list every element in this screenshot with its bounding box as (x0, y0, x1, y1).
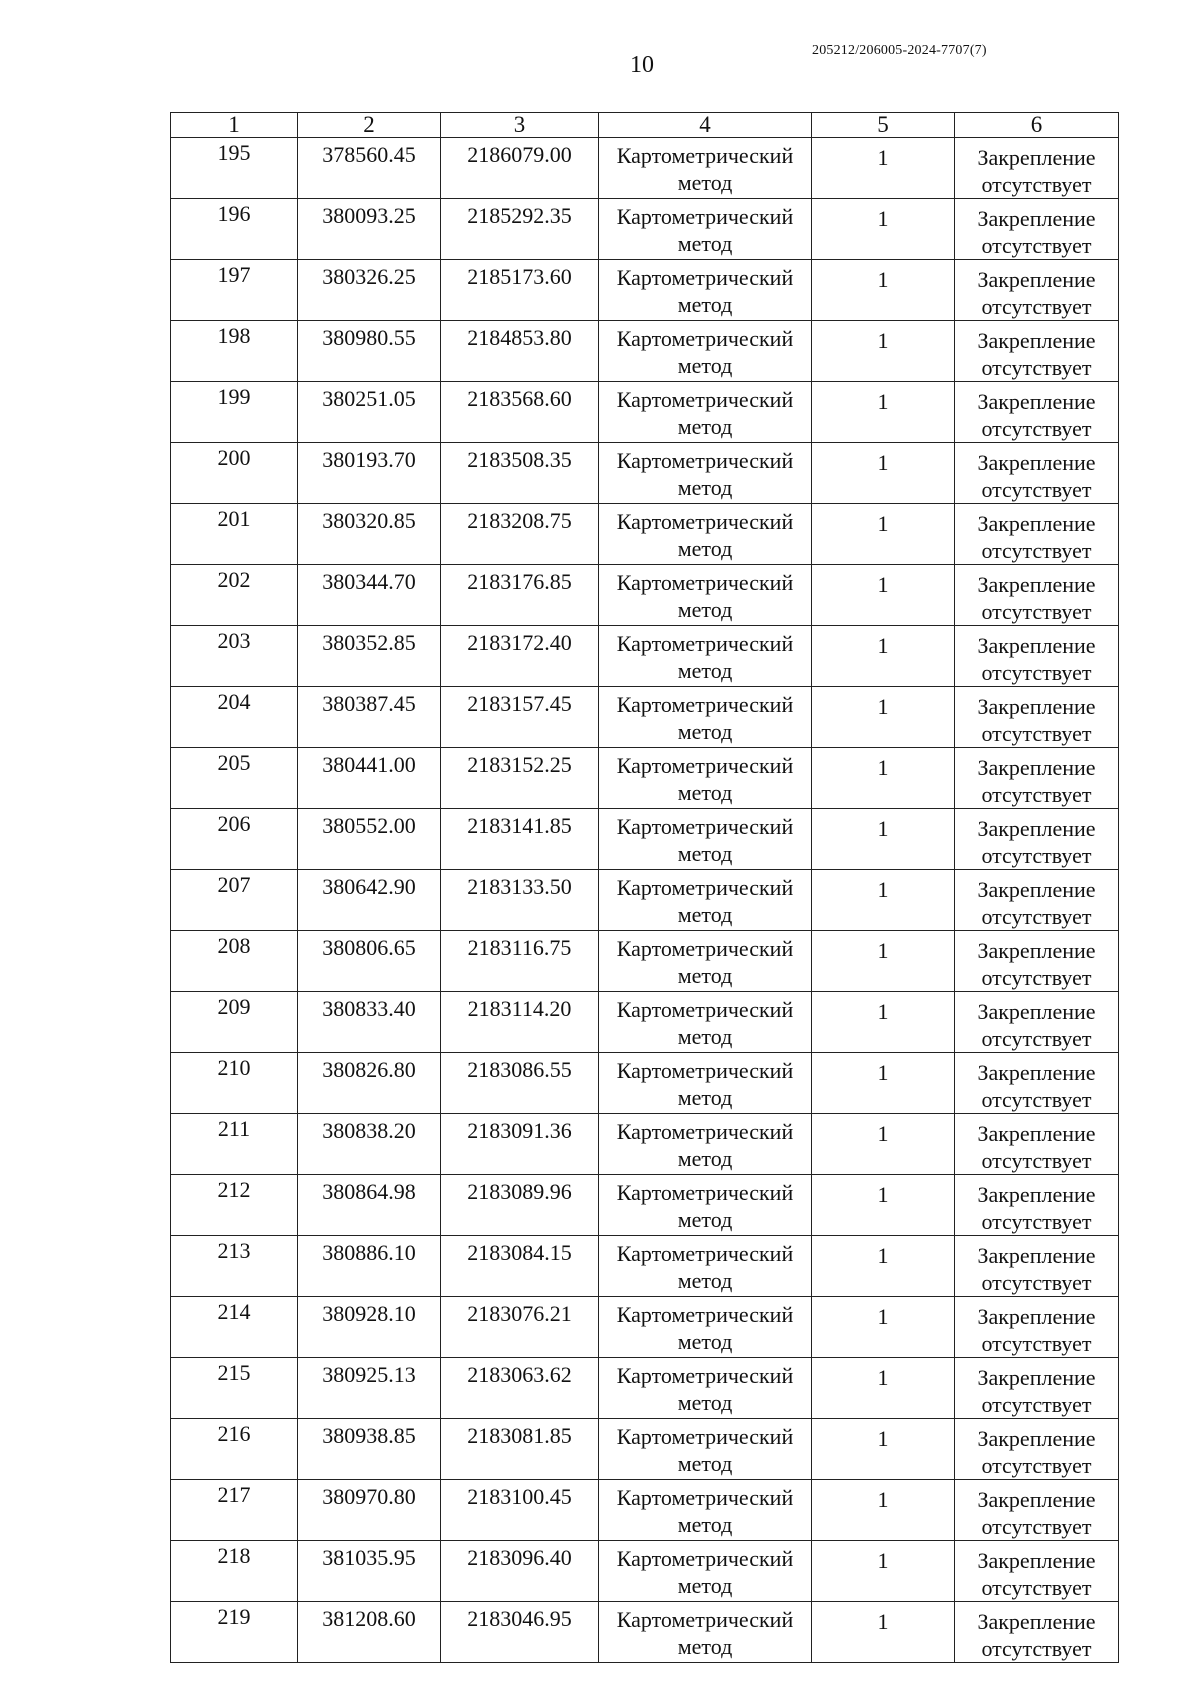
coordinate-y-cell: 2183172.40 (441, 626, 599, 687)
col5-cell: 1 (812, 1175, 955, 1236)
fixing-line-1: Закрепление (977, 267, 1096, 292)
method-line-2: метод (677, 1573, 733, 1598)
fixing-cell (955, 931, 1119, 992)
fixing-line-1: Закрепление (977, 1365, 1096, 1390)
point-number-cell: 208 (171, 931, 298, 992)
method-line-1: Картометрический (616, 814, 794, 839)
method-line-2: метод (677, 1451, 733, 1476)
method-cell (599, 1480, 812, 1541)
col5-cell: 1 (812, 565, 955, 626)
method-line-1: Картометрический (616, 204, 794, 229)
col5-cell: 1 (812, 138, 955, 199)
fixing-line-2: отсутствует (981, 1392, 1092, 1417)
coordinate-x-cell: 380320.85 (298, 504, 441, 565)
fixing-line-1: Закрепление (977, 511, 1096, 536)
fixing-line-1: Закрепление (977, 206, 1096, 231)
fixing-line-1: Закрепление (977, 1426, 1096, 1451)
fixing-cell (955, 809, 1119, 870)
fixing-line-1: Закрепление (977, 877, 1096, 902)
method-cell (599, 443, 812, 504)
fixing-line-1: Закрепление (977, 1304, 1096, 1329)
point-number-cell: 201 (171, 504, 298, 565)
method-line-1: Картометрический (616, 265, 794, 290)
fixing-line-1: Закрепление (977, 755, 1096, 780)
fixing-line-1: Закрепление (977, 1548, 1096, 1573)
method-cell (599, 870, 812, 931)
fixing-line-1: Закрепление (977, 1243, 1096, 1268)
coordinate-y-cell: 2183176.85 (441, 565, 599, 626)
fixing-cell (955, 870, 1119, 931)
point-number-cell: 219 (171, 1602, 298, 1663)
coordinate-x-cell: 381035.95 (298, 1541, 441, 1602)
coordinate-x-cell: 380806.65 (298, 931, 441, 992)
coordinate-y-cell: 2183076.21 (441, 1297, 599, 1358)
fixing-line-2: отсутствует (981, 1514, 1092, 1539)
coordinate-x-cell: 380326.25 (298, 260, 441, 321)
fixing-line-1: Закрепление (977, 450, 1096, 475)
method-line-2: метод (677, 536, 733, 561)
fixing-line-2: отсутствует (981, 1636, 1092, 1661)
col5-cell: 1 (812, 1297, 955, 1358)
coordinate-y-cell: 2183063.62 (441, 1358, 599, 1419)
header-col-2: 2 (298, 113, 441, 138)
method-line-2: метод (677, 1390, 733, 1415)
fixing-line-2: отсутствует (981, 1331, 1092, 1356)
coordinate-x-cell: 380838.20 (298, 1114, 441, 1175)
method-cell (599, 687, 812, 748)
fixing-cell (955, 1358, 1119, 1419)
coordinate-y-cell: 2183089.96 (441, 1175, 599, 1236)
table-row (171, 138, 1119, 199)
method-cell (599, 931, 812, 992)
fixing-line-1: Закрепление (977, 999, 1096, 1024)
fixing-cell (955, 687, 1119, 748)
coordinate-y-cell: 2183152.25 (441, 748, 599, 809)
point-number-cell: 200 (171, 443, 298, 504)
fixing-line-2: отсутствует (981, 965, 1092, 990)
method-line-1: Картометрический (616, 1607, 794, 1632)
coordinate-y-cell: 2183157.45 (441, 687, 599, 748)
fixing-cell (955, 138, 1119, 199)
fixing-line-1: Закрепление (977, 633, 1096, 658)
table-row (171, 809, 1119, 870)
method-cell (599, 138, 812, 199)
col5-cell: 1 (812, 260, 955, 321)
header-col-1: 1 (171, 113, 298, 138)
point-number-cell: 211 (171, 1114, 298, 1175)
method-cell (599, 626, 812, 687)
col5-cell: 1 (812, 504, 955, 565)
fixing-line-2: отсутствует (981, 294, 1092, 319)
coordinate-x-cell: 380938.85 (298, 1419, 441, 1480)
fixing-line-2: отсутствует (981, 1209, 1092, 1234)
method-line-2: метод (677, 780, 733, 805)
method-line-1: Картометрический (616, 1363, 794, 1388)
method-line-2: метод (677, 963, 733, 988)
fixing-cell (955, 1236, 1119, 1297)
fixing-line-2: отсутствует (981, 660, 1092, 685)
table-row (171, 748, 1119, 809)
coordinate-y-cell: 2183508.35 (441, 443, 599, 504)
point-number-cell: 214 (171, 1297, 298, 1358)
header-col-5: 5 (812, 113, 955, 138)
coordinate-y-cell: 2183116.75 (441, 931, 599, 992)
fixing-line-2: отсутствует (981, 843, 1092, 868)
col5-cell: 1 (812, 199, 955, 260)
coordinate-y-cell: 2183081.85 (441, 1419, 599, 1480)
method-cell (599, 199, 812, 260)
table-row (171, 1358, 1119, 1419)
method-line-2: метод (677, 353, 733, 378)
fixing-cell (955, 504, 1119, 565)
table-row (171, 1602, 1119, 1663)
method-line-1: Картометрический (616, 509, 794, 534)
fixing-line-2: отсутствует (981, 1148, 1092, 1173)
coordinate-x-cell: 380193.70 (298, 443, 441, 504)
fixing-line-2: отсутствует (981, 1026, 1092, 1051)
header-col-3: 3 (441, 113, 599, 138)
point-number-cell: 215 (171, 1358, 298, 1419)
method-line-2: метод (677, 1146, 733, 1171)
col5-cell: 1 (812, 1053, 955, 1114)
fixing-line-2: отсутствует (981, 172, 1092, 197)
method-line-2: метод (677, 475, 733, 500)
col5-cell: 1 (812, 870, 955, 931)
method-line-1: Картометрический (616, 875, 794, 900)
method-line-2: метод (677, 1207, 733, 1232)
col5-cell: 1 (812, 1602, 955, 1663)
table-row (171, 1419, 1119, 1480)
col5-cell: 1 (812, 1236, 955, 1297)
fixing-line-1: Закрепление (977, 1060, 1096, 1085)
coordinate-y-cell: 2185173.60 (441, 260, 599, 321)
method-line-1: Картометрический (616, 997, 794, 1022)
method-line-1: Картометрический (616, 326, 794, 351)
point-number-cell: 205 (171, 748, 298, 809)
method-line-1: Картометрический (616, 1180, 794, 1205)
coordinate-y-cell: 2183046.95 (441, 1602, 599, 1663)
point-number-cell: 197 (171, 260, 298, 321)
fixing-cell (955, 1419, 1119, 1480)
header-row (171, 113, 1119, 138)
table-row (171, 1114, 1119, 1175)
coordinate-y-cell: 2183114.20 (441, 992, 599, 1053)
coordinate-x-cell: 380970.80 (298, 1480, 441, 1541)
method-line-1: Картометрический (616, 631, 794, 656)
method-cell (599, 260, 812, 321)
fixing-cell (955, 1602, 1119, 1663)
coordinate-x-cell: 380387.45 (298, 687, 441, 748)
method-line-2: метод (677, 414, 733, 439)
fixing-line-2: отсутствует (981, 782, 1092, 807)
method-line-2: метод (677, 1634, 733, 1659)
table-row (171, 626, 1119, 687)
point-number-cell: 212 (171, 1175, 298, 1236)
table-row (171, 565, 1119, 626)
point-number-cell: 217 (171, 1480, 298, 1541)
method-line-2: метод (677, 658, 733, 683)
fixing-line-1: Закрепление (977, 938, 1096, 963)
method-cell (599, 382, 812, 443)
method-line-1: Картометрический (616, 1302, 794, 1327)
coordinate-x-cell: 381208.60 (298, 1602, 441, 1663)
table-row (171, 443, 1119, 504)
fixing-cell (955, 992, 1119, 1053)
method-line-1: Картометрический (616, 448, 794, 473)
fixing-cell (955, 382, 1119, 443)
method-line-1: Картометрический (616, 1546, 794, 1571)
fixing-line-2: отсутствует (981, 599, 1092, 624)
coordinate-x-cell: 380826.80 (298, 1053, 441, 1114)
coordinate-y-cell: 2183141.85 (441, 809, 599, 870)
document-reference: 205212/206005-2024-7707(7) (812, 43, 987, 58)
point-number-cell: 213 (171, 1236, 298, 1297)
table-row (171, 931, 1119, 992)
coordinate-x-cell: 380344.70 (298, 565, 441, 626)
fixing-line-2: отсутствует (981, 721, 1092, 746)
fixing-cell (955, 443, 1119, 504)
coordinate-x-cell: 380925.13 (298, 1358, 441, 1419)
method-line-2: метод (677, 231, 733, 256)
col5-cell: 1 (812, 382, 955, 443)
table-row (171, 199, 1119, 260)
table-row (171, 870, 1119, 931)
point-number-cell: 207 (171, 870, 298, 931)
fixing-cell (955, 1541, 1119, 1602)
header-col-4: 4 (599, 113, 812, 138)
col5-cell: 1 (812, 1358, 955, 1419)
method-line-1: Картометрический (616, 936, 794, 961)
col5-cell: 1 (812, 1480, 955, 1541)
table-row (171, 504, 1119, 565)
fixing-cell (955, 748, 1119, 809)
fixing-line-2: отсутствует (981, 477, 1092, 502)
coordinate-y-cell: 2183091.36 (441, 1114, 599, 1175)
table-row (171, 1541, 1119, 1602)
point-number-cell: 196 (171, 199, 298, 260)
coordinate-y-cell: 2183100.45 (441, 1480, 599, 1541)
table-row (171, 382, 1119, 443)
coordinate-y-cell: 2183568.60 (441, 382, 599, 443)
method-cell (599, 748, 812, 809)
page-number: 10 (630, 52, 654, 78)
fixing-line-1: Закрепление (977, 572, 1096, 597)
table-row (171, 1236, 1119, 1297)
col5-cell: 1 (812, 748, 955, 809)
fixing-cell (955, 1114, 1119, 1175)
fixing-line-1: Закрепление (977, 389, 1096, 414)
col5-cell: 1 (812, 626, 955, 687)
fixing-line-2: отсутствует (981, 355, 1092, 380)
method-line-1: Картометрический (616, 1119, 794, 1144)
table-row (171, 687, 1119, 748)
point-number-cell: 198 (171, 321, 298, 382)
fixing-line-1: Закрепление (977, 816, 1096, 841)
coordinate-x-cell: 380980.55 (298, 321, 441, 382)
method-line-2: метод (677, 1329, 733, 1354)
col5-cell: 1 (812, 321, 955, 382)
method-line-1: Картометрический (616, 753, 794, 778)
fixing-line-2: отсутствует (981, 233, 1092, 258)
col5-cell: 1 (812, 443, 955, 504)
table-row (171, 1175, 1119, 1236)
method-cell (599, 1175, 812, 1236)
fixing-line-1: Закрепление (977, 1182, 1096, 1207)
point-number-cell: 199 (171, 382, 298, 443)
fixing-line-1: Закрепление (977, 1609, 1096, 1634)
method-line-2: метод (677, 1512, 733, 1537)
method-cell (599, 1236, 812, 1297)
point-number-cell: 209 (171, 992, 298, 1053)
fixing-line-1: Закрепление (977, 328, 1096, 353)
method-line-1: Картометрический (616, 143, 794, 168)
method-cell (599, 1541, 812, 1602)
fixing-line-2: отсутствует (981, 416, 1092, 441)
coordinate-y-cell: 2183133.50 (441, 870, 599, 931)
fixing-line-2: отсутствует (981, 538, 1092, 563)
coordinate-x-cell: 380928.10 (298, 1297, 441, 1358)
col5-cell: 1 (812, 687, 955, 748)
col5-cell: 1 (812, 1541, 955, 1602)
fixing-line-1: Закрепление (977, 1121, 1096, 1146)
method-line-1: Картометрический (616, 570, 794, 595)
fixing-line-2: отсутствует (981, 1453, 1092, 1478)
coordinate-x-cell: 380352.85 (298, 626, 441, 687)
method-cell (599, 1602, 812, 1663)
coordinate-x-cell: 380864.98 (298, 1175, 441, 1236)
table-row (171, 992, 1119, 1053)
method-line-2: метод (677, 902, 733, 927)
method-line-1: Картометрический (616, 1485, 794, 1510)
fixing-cell (955, 1297, 1119, 1358)
point-number-cell: 204 (171, 687, 298, 748)
method-cell (599, 1419, 812, 1480)
fixing-cell (955, 626, 1119, 687)
coordinate-x-cell: 380833.40 (298, 992, 441, 1053)
method-line-1: Картометрический (616, 1424, 794, 1449)
fixing-line-2: отсутствует (981, 1270, 1092, 1295)
fixing-line-2: отсутствует (981, 904, 1092, 929)
coordinate-x-cell: 380886.10 (298, 1236, 441, 1297)
fixing-line-2: отсутствует (981, 1575, 1092, 1600)
fixing-line-1: Закрепление (977, 145, 1096, 170)
point-number-cell: 216 (171, 1419, 298, 1480)
method-cell (599, 1297, 812, 1358)
coordinates-table (170, 112, 1119, 1663)
point-number-cell: 210 (171, 1053, 298, 1114)
method-line-1: Картометрический (616, 1241, 794, 1266)
fixing-cell (955, 321, 1119, 382)
method-cell (599, 1053, 812, 1114)
table-row (171, 1480, 1119, 1541)
point-number-cell: 206 (171, 809, 298, 870)
method-cell (599, 1114, 812, 1175)
method-line-2: метод (677, 719, 733, 744)
point-number-cell: 203 (171, 626, 298, 687)
method-cell (599, 565, 812, 626)
method-line-2: метод (677, 292, 733, 317)
coordinate-y-cell: 2183084.15 (441, 1236, 599, 1297)
table-row (171, 321, 1119, 382)
table-row (171, 1053, 1119, 1114)
table-body (171, 138, 1119, 1663)
coordinate-x-cell: 380441.00 (298, 748, 441, 809)
point-number-cell: 202 (171, 565, 298, 626)
table-row (171, 1297, 1119, 1358)
method-line-1: Картометрический (616, 1058, 794, 1083)
method-line-2: метод (677, 170, 733, 195)
col5-cell: 1 (812, 931, 955, 992)
coordinate-y-cell: 2185292.35 (441, 199, 599, 260)
method-cell (599, 504, 812, 565)
coordinate-x-cell: 378560.45 (298, 138, 441, 199)
coordinate-x-cell: 380251.05 (298, 382, 441, 443)
fixing-cell (955, 199, 1119, 260)
table-row (171, 260, 1119, 321)
method-cell (599, 992, 812, 1053)
coordinate-x-cell: 380552.00 (298, 809, 441, 870)
fixing-cell (955, 1480, 1119, 1541)
fixing-line-1: Закрепление (977, 1487, 1096, 1512)
point-number-cell: 195 (171, 138, 298, 199)
fixing-cell (955, 1175, 1119, 1236)
coordinate-x-cell: 380642.90 (298, 870, 441, 931)
header-col-6: 6 (955, 113, 1119, 138)
method-cell (599, 1358, 812, 1419)
fixing-line-1: Закрепление (977, 694, 1096, 719)
method-line-2: метод (677, 1268, 733, 1293)
col5-cell: 1 (812, 992, 955, 1053)
table-header (171, 113, 1119, 138)
coordinate-y-cell: 2183208.75 (441, 504, 599, 565)
coordinate-y-cell: 2183086.55 (441, 1053, 599, 1114)
point-number-cell: 218 (171, 1541, 298, 1602)
fixing-cell (955, 1053, 1119, 1114)
method-cell (599, 321, 812, 382)
col5-cell: 1 (812, 809, 955, 870)
col5-cell: 1 (812, 1114, 955, 1175)
method-line-2: метод (677, 841, 733, 866)
method-line-1: Картометрический (616, 387, 794, 412)
fixing-cell (955, 565, 1119, 626)
fixing-cell (955, 260, 1119, 321)
method-line-1: Картометрический (616, 692, 794, 717)
coordinates-table-container (170, 112, 1118, 1663)
fixing-line-2: отсутствует (981, 1087, 1092, 1112)
method-line-2: метод (677, 1085, 733, 1110)
method-line-2: метод (677, 1024, 733, 1049)
method-cell (599, 809, 812, 870)
method-line-2: метод (677, 597, 733, 622)
coordinate-y-cell: 2186079.00 (441, 138, 599, 199)
coordinate-x-cell: 380093.25 (298, 199, 441, 260)
coordinate-y-cell: 2183096.40 (441, 1541, 599, 1602)
col5-cell: 1 (812, 1419, 955, 1480)
coordinate-y-cell: 2184853.80 (441, 321, 599, 382)
